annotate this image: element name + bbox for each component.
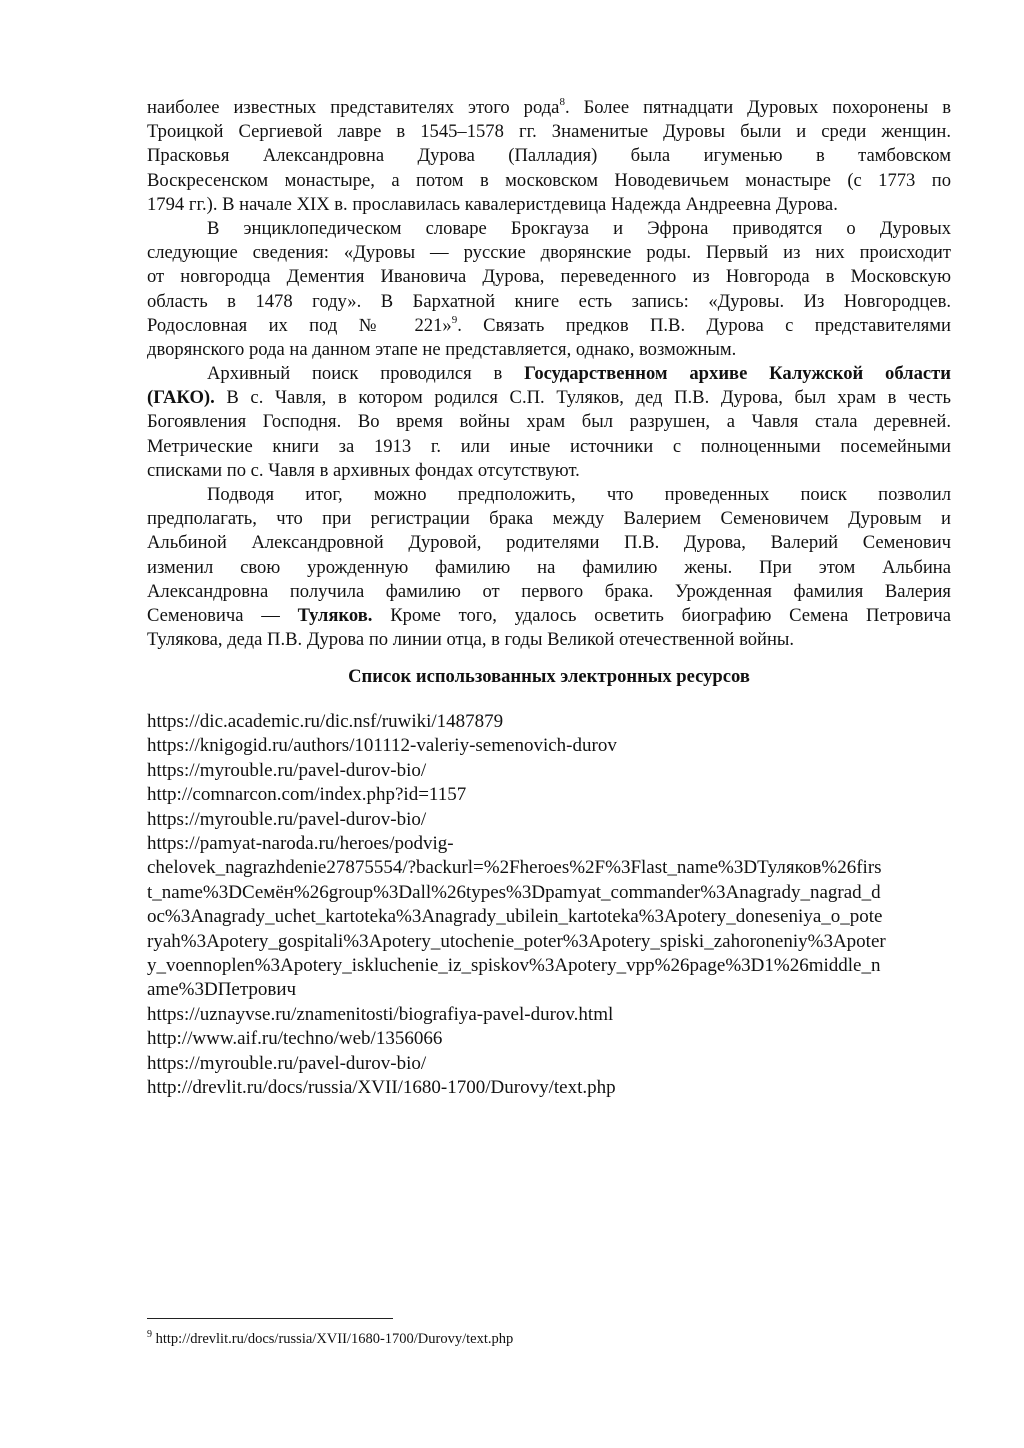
- text-run: от новгородца Дементия Ивановича Дурова, переведенного из Новгорода в Московскую: [147, 266, 951, 288]
- paragraph-line: [147, 120, 951, 144]
- reference-link[interactable]: http://www.aif.ru/techno/web/1356066: [147, 1028, 443, 1050]
- reference-link[interactable]: http://drevlit.ru/docs/russia/XVII/1680-1700/Durovy/text.php: [147, 1077, 616, 1099]
- paragraph-line: [147, 217, 951, 241]
- text-run: Богоявления Господня. Во время войны храм был разрушен, а Чавля стала деревней.: [147, 411, 951, 433]
- reference-link[interactable]: oc%3Anagrady_uchet_kartoteka%3Anagrady_ubilein_kartoteka%3Apotery_doneseniya_o_pote: [147, 906, 883, 928]
- bold-text: Государственном архиве Калужской области: [524, 363, 951, 385]
- references-heading: Список использованных электронных ресурсов: [348, 666, 750, 687]
- text-run: В энциклопедическом словаре Брокгауза и Эфрона приводятся о Дуровых: [207, 217, 951, 239]
- text-run: В с. Чавля, в котором родился С.П. Туляков, дед П.В. Дурова, был храм в честь: [214, 387, 951, 409]
- text-run: предполагать, что при регистрации брака между Валерием Семеновичем Дуровым и: [147, 508, 951, 530]
- reference-link[interactable]: https://uznayvse.ru/znamenitosti/biografiya-pavel-durov.html: [147, 1003, 614, 1025]
- reference-link[interactable]: y_voennoplen%3Apotery_iskluchenie_iz_spiskov%3Apotery_vpp%26page%3D1%26middle_n: [147, 955, 881, 977]
- paragraph-line: [147, 556, 951, 580]
- text-run: область в 1478 году». В Бархатной книге есть запись: «Дуровы. Из Новгородцев.: [147, 290, 951, 312]
- text-run: Альбиной Александровной Дуровой, родителями П.В. Дурова, Валерий Семенович: [147, 532, 951, 554]
- text-run: наиболее известных представителях этого рода: [147, 97, 560, 118]
- text-run: Подводя итог, можно предположить, что проведенных поиск позволил: [207, 484, 951, 505]
- reference-link[interactable]: ryah%3Apotery_gospitali%3Apotery_utochenie_poter%3Apotery_spiski_zahoroneniy%3Apoter: [147, 930, 886, 952]
- reference-link[interactable]: https://myrouble.ru/pavel-durov-bio/: [147, 1052, 427, 1074]
- reference-link[interactable]: https://pamyat-naroda.ru/heroes/podvig-: [147, 833, 454, 855]
- text-run: Воскресенском монастыре, а потом в московском Новодевичьем монастыре (с 1773 по: [147, 169, 951, 191]
- text-run: следующие сведения: «Дуровы — русские дворянские роды. Первый из них происходит: [147, 242, 951, 264]
- reference-link[interactable]: chelovek_nagrazhdenie27875554/?backurl=%2Fheroes%2F%3Flast_name%3DТуляков%26firs: [147, 857, 882, 879]
- reference-link[interactable]: https://myrouble.ru/pavel-durov-bio/: [147, 808, 427, 830]
- paragraph-line: [147, 410, 951, 434]
- body-text: [147, 96, 951, 652]
- paragraph-line: [147, 241, 951, 265]
- paragraph-line: [147, 507, 951, 531]
- text-run: Семеновича —: [147, 604, 298, 626]
- paragraph-line: [147, 338, 951, 362]
- bold-text: Туляков.: [297, 604, 373, 626]
- text-run: Родословная их под № 221»: [147, 314, 452, 336]
- paragraph-line: [147, 362, 951, 386]
- reference-link[interactable]: ame%3DПетрович: [147, 979, 297, 1001]
- paragraph-line: [147, 580, 951, 604]
- text-run: Прасковья Александровна Дурова (Палладия) была игуменью в тамбовском: [147, 145, 951, 167]
- reference-link[interactable]: https://dic.academic.ru/dic.nsf/ruwiki/1487879: [147, 711, 504, 732]
- reference-link[interactable]: https://myrouble.ru/pavel-durov-bio/: [147, 759, 427, 781]
- paragraph-line: [147, 193, 951, 217]
- footnote-reference: 8: [559, 96, 565, 108]
- footnote: [147, 1331, 513, 1348]
- reference-link[interactable]: http://comnarcon.com/index.php?id=1157: [147, 784, 467, 806]
- paragraph-line: [147, 265, 951, 289]
- text-run: Метрические книги за 1913 г. или иные источники с полноценными посемейными: [147, 435, 951, 457]
- footnote-text: http://drevlit.ru/docs/russia/XVII/1680-1700/Durovy/text.php: [155, 1331, 514, 1347]
- text-run: Архивный поиск проводился в: [207, 363, 525, 385]
- reference-link[interactable]: https://knigogid.ru/authors/101112-valeriy-semenovich-durov: [147, 735, 617, 757]
- paragraph-line: [147, 144, 951, 168]
- text-run: . Более пятнадцати Дуровых похоронены в: [564, 97, 951, 118]
- paragraph-line: [147, 386, 951, 410]
- footnote-reference: 9: [451, 313, 458, 326]
- paragraph-line: [147, 314, 951, 338]
- text-run: . Связать предков П.В. Дурова с представителями: [457, 314, 951, 336]
- paragraph-line: [147, 435, 951, 459]
- paragraph-line: [147, 290, 951, 314]
- paragraph-line: [147, 604, 951, 628]
- footnote-number: 9: [147, 1329, 152, 1340]
- text-run: дворянского рода на данном этапе не представляется, однако, возможным.: [147, 338, 737, 360]
- text-run: Александровна получила фамилию от первого брака. Урожденная фамилия Валерия: [147, 580, 951, 602]
- paragraph-line: [147, 169, 951, 193]
- references-list: [147, 710, 957, 1101]
- paragraph-line: [147, 628, 951, 652]
- bold-text: (ГАКО).: [147, 387, 215, 409]
- text-run: Кроме того, удалось осветить биографию Семена Петровича: [372, 604, 951, 626]
- footnote-divider: [147, 1318, 393, 1319]
- text-run: изменил свою урожденную фамилию на фамилию жены. При этом Альбина: [147, 556, 951, 578]
- paragraph-line: [147, 483, 951, 507]
- paragraph-line: [147, 459, 951, 483]
- paragraph-line: [147, 531, 951, 555]
- text-run: Троицкой Сергиевой лавре в 1545–1578 гг. Знаменитые Дуровы были и среди женщин.: [147, 121, 951, 143]
- text-run: списками по с. Чавля в архивных фондах отсутствуют.: [147, 459, 580, 481]
- paragraph-line: [147, 96, 951, 120]
- text-run: 1794 гг.). В начале XIX в. прославилась кавалеристдевица Надежда Андреевна Дурова.: [147, 193, 838, 215]
- text-run: Тулякова, деда П.В. Дурова по линии отца, в годы Великой отечественной войны.: [147, 629, 795, 651]
- reference-link[interactable]: t_name%3DСемён%26group%3Dall%26types%3Dpamyat_commander%3Anagrady_nagrad_d: [147, 881, 881, 903]
